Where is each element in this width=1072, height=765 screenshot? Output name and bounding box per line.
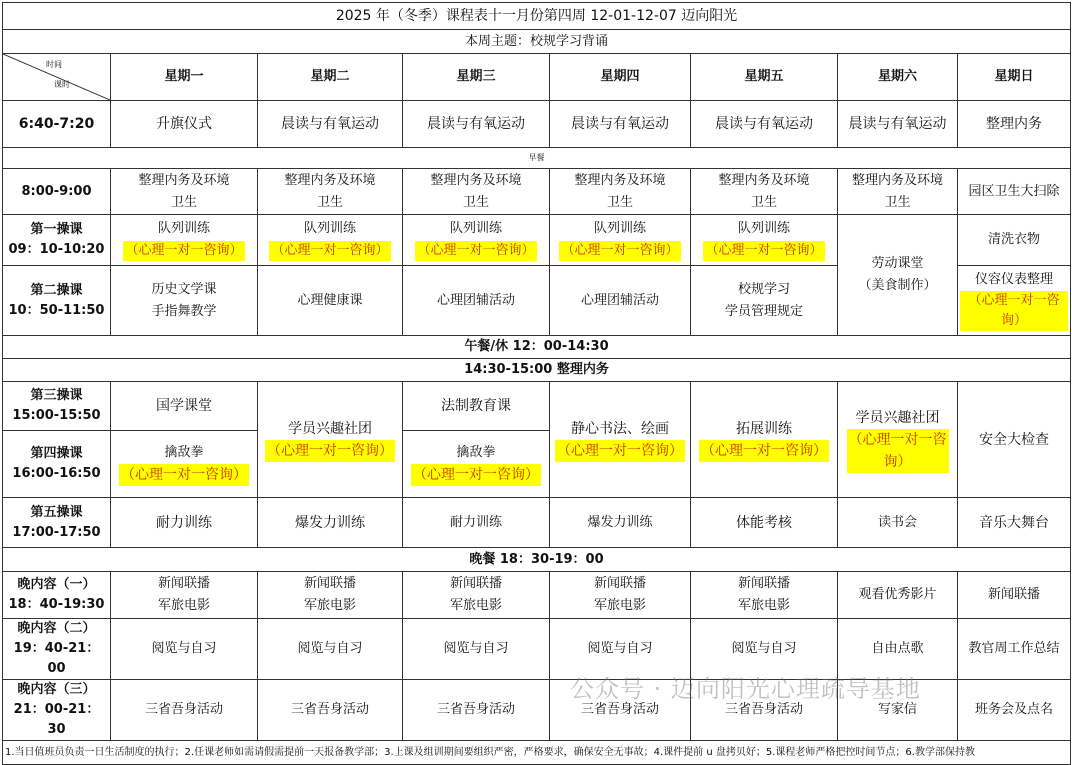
schedule-cell [111,572,258,619]
time-slot [3,572,111,619]
schedule-cell: 国学课堂 [111,382,258,431]
day-header-thu: 星期四 [550,54,691,101]
schedule-cell: 阅览与自习 [550,619,691,680]
counseling-highlight: （心理一对一咨询） [411,464,541,486]
schedule-cell [111,215,258,266]
time-slot: 8:00-9:00 [3,169,111,215]
schedule-cell [691,169,838,215]
counseling-highlight: （心理一对一咨询） [265,440,395,462]
cell-line: （心理一对一咨 [848,431,947,448]
schedule-cell: 心理团辅活动 [403,266,550,336]
corner-period-label: 课时 [54,80,70,89]
schedule-cell: 体能考核 [691,498,838,548]
cell-line: 新闻联播 [737,576,790,591]
cell-line: 整理内务及环境 [718,172,810,188]
schedule-cell [550,215,691,266]
time-slot: 6:40-7:20 [3,101,111,148]
cell-line: 学员管理规定 [724,303,803,319]
cell-line: 军旅电影 [449,598,502,613]
counseling-highlight [847,429,949,473]
schedule-cell: 升旗仪式 [111,101,258,148]
schedule-cell: 清洗衣物 [958,215,1071,266]
day-header-mon: 星期一 [111,54,258,101]
period-time: 17:00-17:50 [12,524,101,540]
schedule-cell: 心理健康课 [258,266,403,336]
schedule-cell: 观看优秀影片 [838,572,958,619]
schedule-cell: 阅览与自习 [111,619,258,680]
schedule-cell: 三省吾身活动 [258,680,403,741]
cell-line: 静心书法、绘画 [571,420,669,437]
day-header-sun: 星期日 [958,54,1071,101]
counseling-highlight: （心理一对一咨询） [555,440,685,462]
schedule-table [2,2,1071,765]
period-name: 第一操课 [30,222,83,237]
counseling-highlight: （心理一对一咨询） [699,440,829,462]
period-name: 第三操课 [30,388,83,403]
cell-line: （美食制作） [858,278,937,293]
schedule-cell [838,382,958,498]
corner-cell [3,54,111,101]
time-slot [3,431,111,498]
cell-line: 军旅电影 [593,598,646,613]
cell-line: 擒敌拳 [456,444,496,460]
cell-line: 新闻联播 [303,576,356,591]
counseling-highlight: （心理一对一咨询） [269,241,390,261]
schedule-cell [691,215,838,266]
schedule-cell: 园区卫生大扫除 [958,169,1071,215]
schedule-cell [403,572,550,619]
counseling-highlight: （心理一对一咨询） [960,291,1068,331]
counseling-highlight: （心理一对一咨询） [415,241,536,261]
schedule-cell [691,382,838,498]
schedule-cell: 晨读与有氧运动 [258,101,403,148]
cell-line: 卫生 [170,194,197,210]
schedule-cell: 晨读与有氧运动 [838,101,958,148]
schedule-cell: 写家信 [838,680,958,741]
period-name: 晚内容（一） [17,577,96,592]
schedule-cell [550,169,691,215]
schedule-cell [111,431,258,498]
cell-line: 历史文学课 [151,281,217,297]
lunch-row: 午餐/休 12：00-14:30 [3,336,1071,359]
cell-line: 军旅电影 [737,598,790,613]
counseling-highlight: （心理一对一咨询） [119,464,249,486]
schedule-cell: 三省吾身活动 [111,680,258,741]
cell-line: 整理内务及环境 [851,172,943,188]
cell-line: 拓展训练 [736,420,792,437]
schedule-cell: 整理内务 [958,101,1071,148]
schedule-cell: 晨读与有氧运动 [403,101,550,148]
schedule-cell [258,169,403,215]
cell-line: 手指舞教学 [151,303,217,319]
time-slot [3,498,111,548]
schedule-cell: 安全大检查 [958,382,1071,498]
schedule-cell: 三省吾身活动 [550,680,691,741]
counseling-highlight: （心理一对一咨询） [123,241,244,261]
schedule-cell: 读书会 [838,498,958,548]
period-time: 09：10-10:20 [8,242,105,257]
cell-line: 队列训练 [449,221,502,236]
schedule-cell: 自由点歌 [838,619,958,680]
schedule-cell [691,266,838,336]
schedule-cell: 音乐大舞台 [958,498,1071,548]
schedule-cell [111,266,258,336]
tidy-row: 14:30-15:00 整理内务 [3,359,1071,382]
cell-line: 询） [883,453,912,470]
schedule-cell: 晨读与有氧运动 [550,101,691,148]
schedule-cell [550,382,691,498]
schedule-cell: 爆发力训练 [258,498,403,548]
schedule-cell: 法制教育课 [403,382,550,431]
schedule-cell: 阅览与自习 [691,619,838,680]
footer-notes: 1.当日值班员负责一日生活制度的执行；2.任课老师如需请假需提前一天报备教学部；3.上课及组训期间要组织严密，严格要求，确保安全无事故；4.课件提前 u 盘拷贝好；5.课程老师严格把控时间节点；6.教学部保持教 [3,741,1071,765]
schedule-cell: 心理团辅活动 [550,266,691,336]
cell-line: 队列训练 [303,221,356,236]
cell-line: 整理内务及环境 [430,172,522,188]
period-time: 10：50-11:50 [8,302,105,318]
period-name: 第五操课 [30,504,83,520]
counseling-highlight: （心理一对一咨询） [559,241,680,261]
schedule-cell: 三省吾身活动 [403,680,550,741]
period-name: 晚内容（三） [17,682,96,697]
cell-line: 整理内务及环境 [574,172,666,188]
schedule-cell [403,215,550,266]
schedule-cell [838,215,958,336]
cell-line: 队列训练 [593,221,646,236]
schedule-cell: 阅览与自习 [403,619,550,680]
schedule-cell [403,169,550,215]
schedule-cell [258,572,403,619]
cell-line: 整理内务及环境 [284,172,376,188]
period-name: 第二操课 [30,282,83,298]
schedule-cell: 班务会及点名 [958,680,1071,741]
cell-line: 擒敌拳 [164,444,204,460]
period-time: 21：00-21：30 [13,702,100,737]
cell-line: 军旅电影 [157,598,210,613]
cell-line: 学员兴趣社团 [855,409,940,426]
cell-line: 新闻联播 [449,576,502,591]
schedule-cell: 耐力训练 [403,498,550,548]
corner-time-label: 时间 [46,60,62,69]
schedule-cell [258,215,403,266]
cell-line: 仪容仪表整理 [975,272,1054,287]
day-header-wed: 星期三 [403,54,550,101]
schedule-cell: 晨读与有氧运动 [691,101,838,148]
cell-line: 整理内务及环境 [138,172,230,188]
time-slot [3,382,111,431]
schedule-cell [958,266,1071,336]
cell-line: 卫生 [606,194,633,210]
cell-line: 劳动课堂 [871,256,924,271]
schedule-cell: 耐力训练 [111,498,258,548]
day-header-fri: 星期五 [691,54,838,101]
cell-line: 队列训练 [737,221,790,236]
schedule-cell: 爆发力训练 [550,498,691,548]
day-header-tue: 星期二 [258,54,403,101]
breakfast-row: 早餐 [3,148,1071,169]
time-slot [3,619,111,680]
watermark-text: 公众号 · 迈向阳光心理疏导基地 [570,675,921,703]
time-slot [3,266,111,336]
schedule-cell [111,169,258,215]
period-name: 第四操课 [30,446,83,461]
cell-line: 卫生 [884,194,911,210]
dinner-row: 晚餐 18：30-19：00 [3,548,1071,572]
week-theme: 本周主题：校规学习背诵 [3,30,1071,54]
cell-line: 卫生 [750,194,777,210]
time-slot [3,680,111,741]
cell-line: 新闻联播 [593,576,646,591]
schedule-title: 2025 年（冬季）课程表十一月份第四周 12-01-12-07 迈向阳光 [3,3,1071,30]
cell-line: 学员兴趣社团 [288,420,372,437]
cell-line: 队列训练 [157,221,210,236]
schedule-cell [691,572,838,619]
cell-line: 校规学习 [737,281,790,297]
period-time: 18：40-19:30 [8,597,105,612]
schedule-cell: 阅览与自习 [258,619,403,680]
schedule-cell: 三省吾身活动 [691,680,838,741]
cell-line: 军旅电影 [303,598,356,613]
period-time: 19：40-21：00 [13,641,100,676]
schedule-cell: 新闻联播 [958,572,1071,619]
schedule-cell [838,169,958,215]
schedule-cell [403,431,550,498]
time-slot [3,215,111,266]
schedule-cell [550,572,691,619]
period-time: 16:00-16:50 [12,466,101,481]
period-time: 15:00-15:50 [12,408,101,423]
schedule-cell: 教官周工作总结 [958,619,1071,680]
cell-line: 卫生 [462,194,489,210]
cell-line: 卫生 [316,194,343,210]
cell-line: 新闻联播 [157,576,210,591]
day-header-sat: 星期六 [838,54,958,101]
period-name: 晚内容（二） [17,621,96,636]
schedule-cell [258,382,403,498]
counseling-highlight: （心理一对一咨询） [703,241,824,261]
